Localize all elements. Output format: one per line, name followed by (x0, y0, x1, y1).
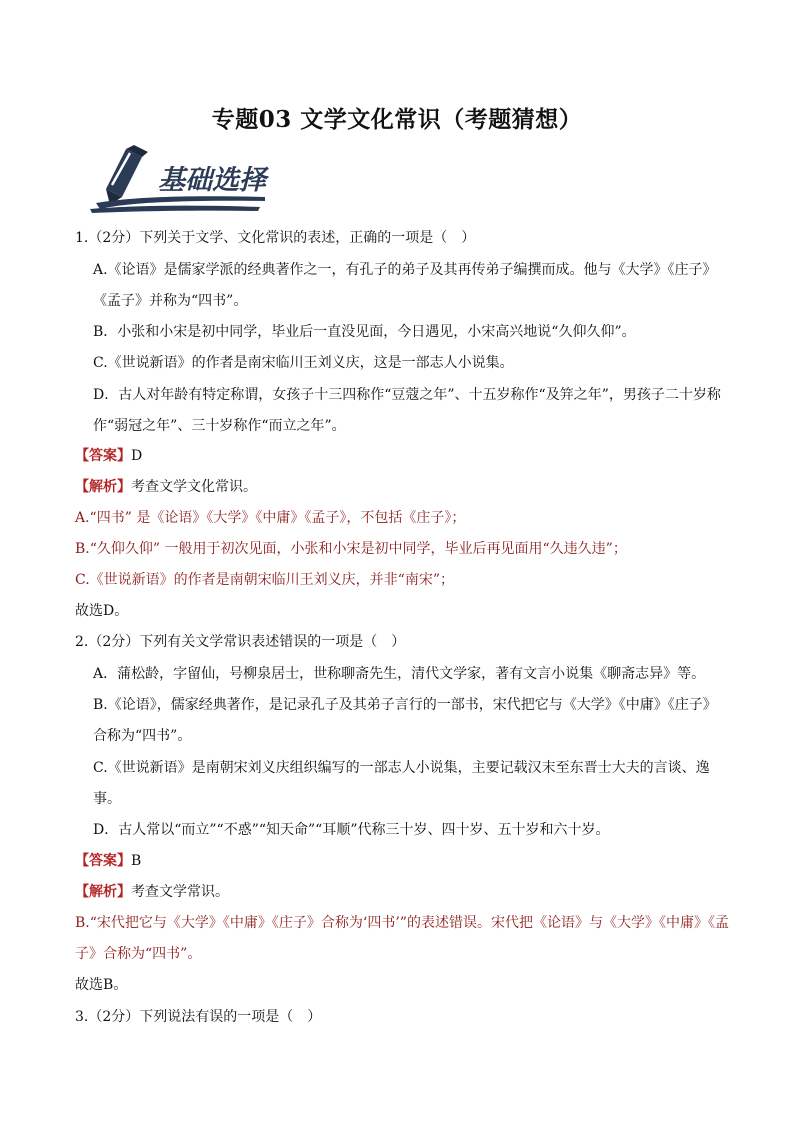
analysis-label: 【解析】 (75, 884, 131, 900)
question-2-option-b: B.《论语》，儒家经典著作，是记录孔子及其弟子言行的一部书，宋代把它与《大学》《中庸》《庄子》 (93, 697, 717, 713)
question-3-stem: 3.（2分）下列说法有误的一项是（ ） (75, 1009, 322, 1025)
question-2-option-a: A．蒲松龄，字留仙，号柳泉居士，世称聊斋先生，清代文学家，著有文言小说集《聊斋志异》等。 (93, 666, 706, 682)
analysis-label: 【解析】 (75, 479, 131, 495)
question-1-explanation-c: C.《世说新语》的作者是南朝宋临川王刘义庆，并非“南宋”； (75, 572, 454, 588)
question-2-explanation-b-cont: 子》合称为“四书”。 (75, 946, 202, 962)
question-1-analysis (75, 477, 257, 497)
question-2-conclusion: 故选B。 (75, 977, 128, 993)
question-2-option-d: D．古人常以“而立”“不惑”“知天命”“耳顺”代称三十岁、四十岁、五十岁和六十岁。 (93, 822, 610, 838)
question-2-option-b-cont: 合称为“四书”。 (93, 728, 192, 744)
analysis-text: 考查文学文化常识。 (131, 479, 257, 495)
question-1-answer (75, 446, 142, 466)
question-2-option-c: C.《世说新语》是南朝宋刘义庆组织编写的一部志人小说集，主要记载汉末至东晋士大夫的言谈、逸 (93, 760, 710, 776)
question-1-option-a: A.《论语》是儒家学派的经典著作之一，有孔子的弟子及其再传弟子编撰而成。他与《大学》《庄子》 (93, 262, 717, 278)
answer-value: D (131, 448, 143, 464)
question-2-stem: 2.（2分）下列有关文学常识表述错误的一项是（ ） (75, 634, 406, 650)
question-1-option-c: C.《世说新语》的作者是南宋临川王刘义庆，这是一部志人小说集。 (93, 355, 514, 371)
question-2-answer (75, 851, 141, 871)
page-title: 专题03 文学文化常识（考题猜想） (211, 106, 583, 133)
question-2-option-c-cont: 事。 (93, 791, 121, 807)
question-1-explanation-b: B.“久仰久仰” 一般用于初次见面，小张和小宋是初中同学，毕业后再见面用“久违久违”； (75, 541, 627, 557)
question-2-analysis (75, 882, 229, 902)
answer-label: 【答案】 (75, 448, 131, 464)
question-1-option-a-cont: 《孟子》并称为“四书”。 (93, 293, 248, 309)
question-1-stem: 1.（2分）下列关于文学、文化常识的表述，正确的一项是（ ） (75, 230, 476, 246)
question-1-explanation-a: A.“四书” 是《论语》《大学》《中庸》《孟子》，不包括《庄子》； (75, 510, 466, 526)
question-1-option-d: D．古人对年龄有特定称谓，女孩子十三四称作“豆蔻之年”、十五岁称作“及笄之年”，男孩子二十岁称 (93, 387, 721, 403)
section-banner (90, 145, 275, 213)
question-1-option-b: B．小张和小宋是初中同学，毕业后一直没见面，今日遇见，小宋高兴地说“久仰久仰”。 (93, 324, 636, 340)
answer-value: B (131, 853, 142, 869)
analysis-text: 考查文学常识。 (131, 884, 229, 900)
answer-label: 【答案】 (75, 853, 131, 869)
pencil-icon (90, 145, 275, 213)
question-1-option-d-cont: 作“弱冠之年”、三十岁称作“而立之年”。 (93, 418, 346, 434)
question-2-explanation-b: B.“宋代把它与《大学》《中庸》《庄子》合称为‘四书’”的表述错误。宋代把《论语》与《大学》《中庸》《孟 (75, 915, 729, 931)
question-1-conclusion: 故选D。 (75, 603, 129, 619)
banner-text: 基础选择 (158, 165, 266, 196)
